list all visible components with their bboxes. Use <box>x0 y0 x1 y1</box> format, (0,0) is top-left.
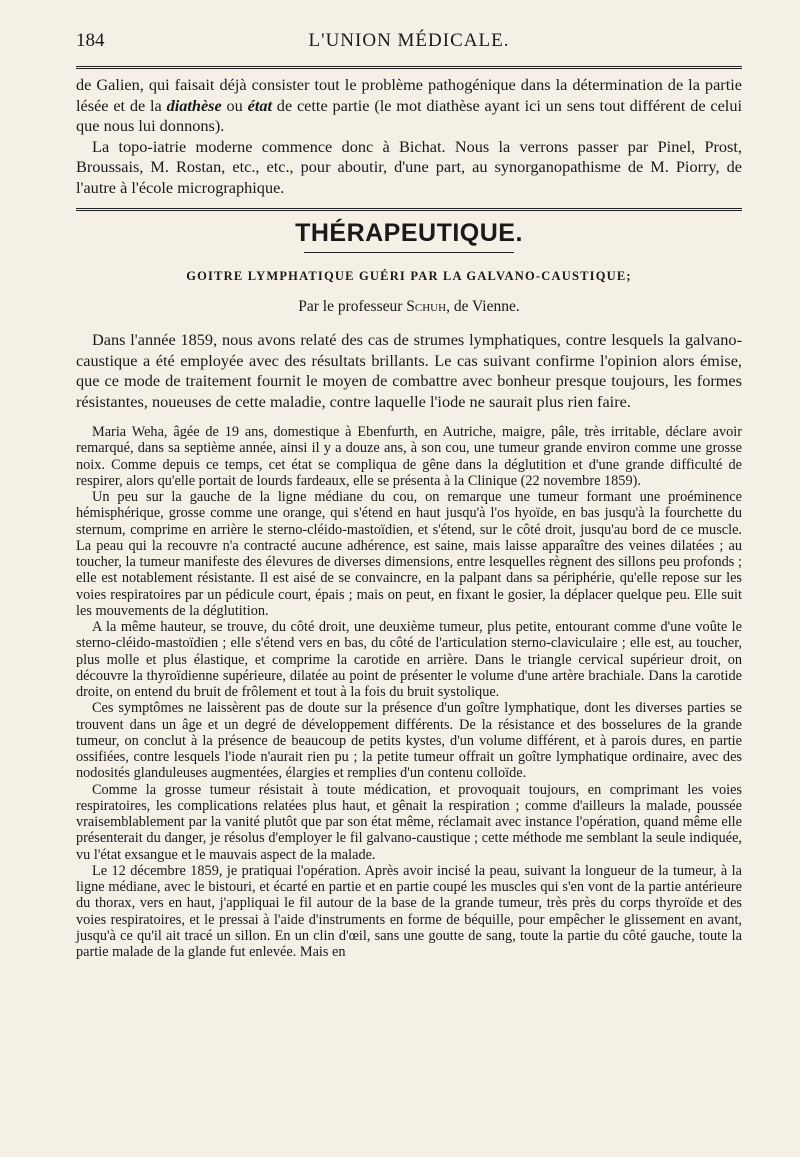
page-number: 184 <box>76 30 105 51</box>
section-title: THÉRAPEUTIQUE. <box>295 219 523 247</box>
article-intro: Dans l'année 1859, nous avons relaté des cas de strumes lymphatiques, contre lesquels la galvano-caustique a été employée avec des résultats brillants. Le cas suivant confirme l'opinion alors émise, que ce mode de traitement fournit le moyen de combattre avec bonheur presque toujours, les formes résistantes, noueuses de cette maladie, contre laquelle l'iode ne saurait plus rien faire. <box>76 330 742 411</box>
page-header <box>76 30 742 60</box>
term-etat: état <box>247 95 273 115</box>
section-divider <box>76 208 742 211</box>
lead-paragraph-1: de Galien, qui faisait déjà consister tout le problème pathogénique dans la détermination de la partie lésée et de la diathèse ou état de cette partie (le mot diathèse ayant ici un sens tout différent de celui que nous lui donnons). <box>76 75 742 135</box>
running-title: L'UNION MÉDICALE. <box>308 30 510 51</box>
case-paragraph-3: A la même hauteur, se trouve, du côté droit, une deuxième tumeur, plus petite, entourant comme d'une voûte le sterno-cléido-mastoïdien ; elle s'étend vers en bas, du côté de l'articulation sterno-claviculaire ; elle est, au toucher, plus molle et plus élastique, et comprime la carotide en arrière. Dans le triangle cervical supérieur droit, on découvre la thyroïdienne supérieure, dilatée au point de présenter le volume d'une artère brachiale. Dans la carotide droite, on entend du bruit de frôlement et tout à la fois du bruit systolique. <box>76 619 742 700</box>
case-paragraph-5: Comme la grosse tumeur résistait à toute médication, et provoquait toujours, en comprimant les voies respiratoires, les complications relatées plus haut, et gênait la respiration ; comme d'ailleurs la malade, poussée vraisemblablement par la vanité plutôt que par son état même, réclamait avec instance l'opération, quand même elle présenterait du danger, je résolus d'employer le fil galvano-caustique ; cette méthode me semblant la seule indiquée, vu l'état exsangue et le mauvais aspect de la malade. <box>76 781 742 863</box>
header-rule <box>76 66 742 69</box>
case-paragraph-4: Ces symptômes ne laissèrent pas de doute sur la présence d'un goître lymphatique, dont les diverses parties se trouvent dans un âge et un degré de développement différents. De la résistance et des bosselures de la grande tumeur, on conclut à la présence de beaucoup de petits kystes, d'un volume différent, et à parois dures, en partie ossifiées, contre lesquels l'iode n'aurait rien pu ; la petite tumeur offrait un goître lymphatique ordinaire, avec des nodosités glanduleuses augmentées, élargies et remplies d'un contenu colloïde. <box>76 700 742 782</box>
term-diathese: diathèse <box>166 95 222 115</box>
article-title: GOITRE LYMPHATIQUE GUÉRI PAR LA GALVANO-CAUSTIQUE; <box>186 269 632 283</box>
case-paragraph-2: Un peu sur la gauche de la ligne médiane du cou, on remarque une tumeur formant une proéminence hémisphérique, grosse comme une orange, qui s'étend en haut jusqu'à l'os hyoïde, en bas jusqu'à la fourchette du sternum, comprime en arrière le sterno-cléido-mastoïdien, et s'étend, sur le côté droit, jusqu'au bord de ce muscle. La peau qui la recouvre n'a contracté aucune adhérence, est saine, mais laisse apparaître des veines dilatées ; au toucher, la tumeur manifeste des élevures de diverses dimensions, entre lesquelles règnent des sillons peu profonds ; elle est notablement résistante. Il est aisé de se convaincre, en la palpant dans sa périphérie, qu'elle repose sur les voies respiratoires par un pédicule court, épais ; mais on peut, en fixant le gosier, la déplacer quelque peu. Elle suit les mouvements de la déglutition. <box>76 489 742 619</box>
case-paragraph-1: Maria Weha, âgée de 19 ans, domestique à Ebenfurth, en Autriche, maigre, pâle, très irritable, déclare avoir remarqué, dans sa septième année, ainsi il y a douze ans, à son cou, une tumeur grande environ comme une grosse noix. Comme depuis ce temps, cet état se compliqua de gêne dans la déglutition et d'une grande difficulté de respirer, alors qu'elle portait de lourds fardeaux, elle se présenta à la Clinique (22 novembre 1859). <box>76 424 742 489</box>
section-title-underline <box>304 252 514 253</box>
author-name: Schuh <box>406 298 447 315</box>
case-paragraph-6: Le 12 décembre 1859, je pratiquai l'opération. Après avoir incisé la peau, suivant la longueur de la tumeur, à la ligne médiane, avec le bistouri, et écarté en partie et en partie coupé les muscles qui s'en vont de la partie antérieure du thorax, vers en haut, j'appliquai le fil autour de la base de la grande tumeur, très près du corps thyroïde et des voies respiratoires, et le pressai à l'aide d'instruments en forme de béquille, pour empêcher le glissement en avant, jusqu'à ce qu'il ait tracé un sillon. En un clin d'œil, sans une goutte de sang, toute la partie du côté gauche, toute la partie malade de la glande fut enlevée. Mais en <box>76 862 742 960</box>
article-byline: Par le professeur Schuh, de Vienne. <box>298 298 520 315</box>
lead-paragraph-2: La topo-iatrie moderne commence donc à Bichat. Nous la verrons passer par Pinel, Prost, Broussais, M. Rostan, etc., etc., pour aboutir, d'une part, au synorganopathisme de M. Piorry, de l'autre à l'école micrographique. <box>76 136 742 197</box>
